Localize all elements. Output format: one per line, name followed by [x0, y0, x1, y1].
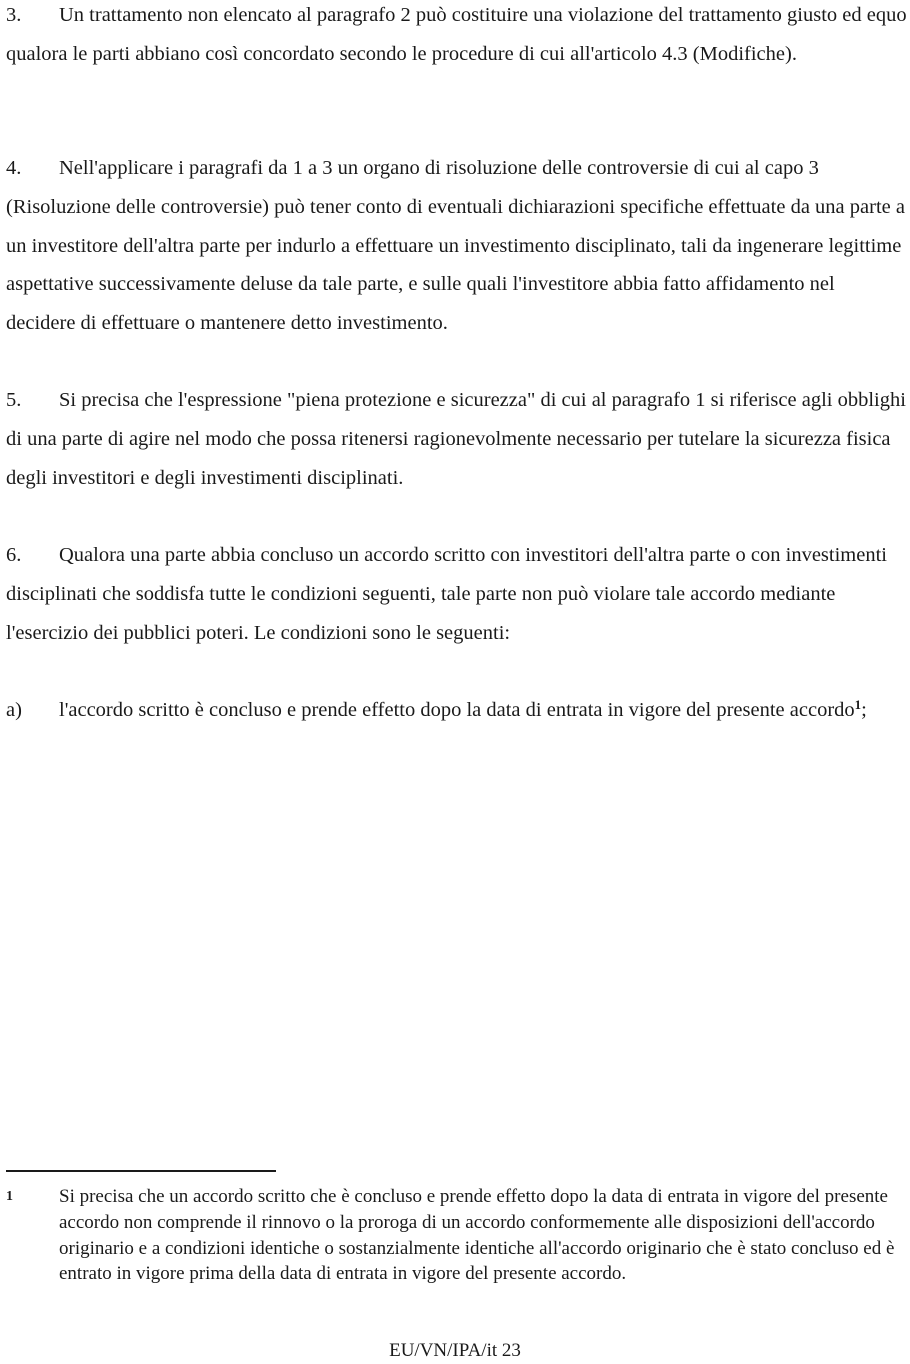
paragraph-3 — [6, 0, 908, 74]
page-footer: EU/VN/IPA/it 23 — [389, 1340, 521, 1361]
list-item-text — [59, 691, 908, 730]
footnote-text: Si precisa che un accordo scritto che è concluso e prende effetto dopo la data di entrata in vigore del presente accordo non comprende il rinnovo o la proroga di un accordo conformemente alle disposizioni dell'accordo originario e a condizioni identiche o sostanzialmente identiche all'accordo originario che è stato concluso ed è entrato in vigore prima della data di entrata in vigore del presente accordo. — [59, 1186, 895, 1285]
paragraph-5 — [6, 381, 908, 497]
paragraph-6 — [6, 536, 908, 652]
list-item-label: a) — [6, 699, 22, 721]
footnote-reference[interactable]: 1 — [854, 697, 862, 712]
paragraph-text: Qualora una parte abbia concluso un accordo scritto con investitori dell'altra parte o con investimenti disciplinati che soddisfa tutte le condizioni seguenti, tale parte non può violare tale accordo mediante l'esercizio dei pubblici poteri. Le condizioni sono le seguenti: — [6, 544, 887, 644]
paragraph-number: 6. — [6, 544, 22, 566]
footnote-separator — [6, 1170, 276, 1172]
paragraph-number: 3. — [6, 4, 22, 26]
footnote — [6, 1184, 908, 1287]
list-item-a — [6, 691, 908, 730]
list-item-trailing: ; — [861, 699, 867, 721]
paragraph-text: Nell'applicare i paragrafi da 1 a 3 un organo di risoluzione delle controversie di cui al capo 3 (Risoluzione delle controversie) può tener conto di eventuali dichiarazioni specifiche effettuate da una parte a un investitore dell'altra parte per indurlo a effettuare un investimento disciplinato, tali da ingenerare legittime aspettative successivamente deluse da tale parte, e sulle quali l'investitore abbia fatto affidamento nel decidere di effettuare o mantenere detto investimento. — [6, 157, 905, 335]
footnote-mark: 1 — [6, 1189, 13, 1204]
paragraph-number: 4. — [6, 157, 22, 179]
paragraph-text: Si precisa che l'espressione "piena protezione e sicurezza" di cui al paragrafo 1 si riferisce agli obblighi di una parte di agire nel modo che possa ritenersi ragionevolmente necessario per tutelare la sicurezza fisica degli investitori e degli investimenti disciplinati. — [6, 389, 906, 489]
paragraph-text: Un trattamento non elencato al paragrafo 2 può costituire una violazione del trattamento giusto ed equo qualora le parti abbiano così concordato secondo le procedure di cui all'articolo 4.3 (Modifiche). — [6, 4, 907, 65]
list-item-body: l'accordo scritto è concluso e prende effetto dopo la data di entrata in vigore del presente accordo — [59, 699, 855, 721]
paragraph-4 — [6, 149, 908, 343]
paragraph-number: 5. — [6, 389, 22, 411]
